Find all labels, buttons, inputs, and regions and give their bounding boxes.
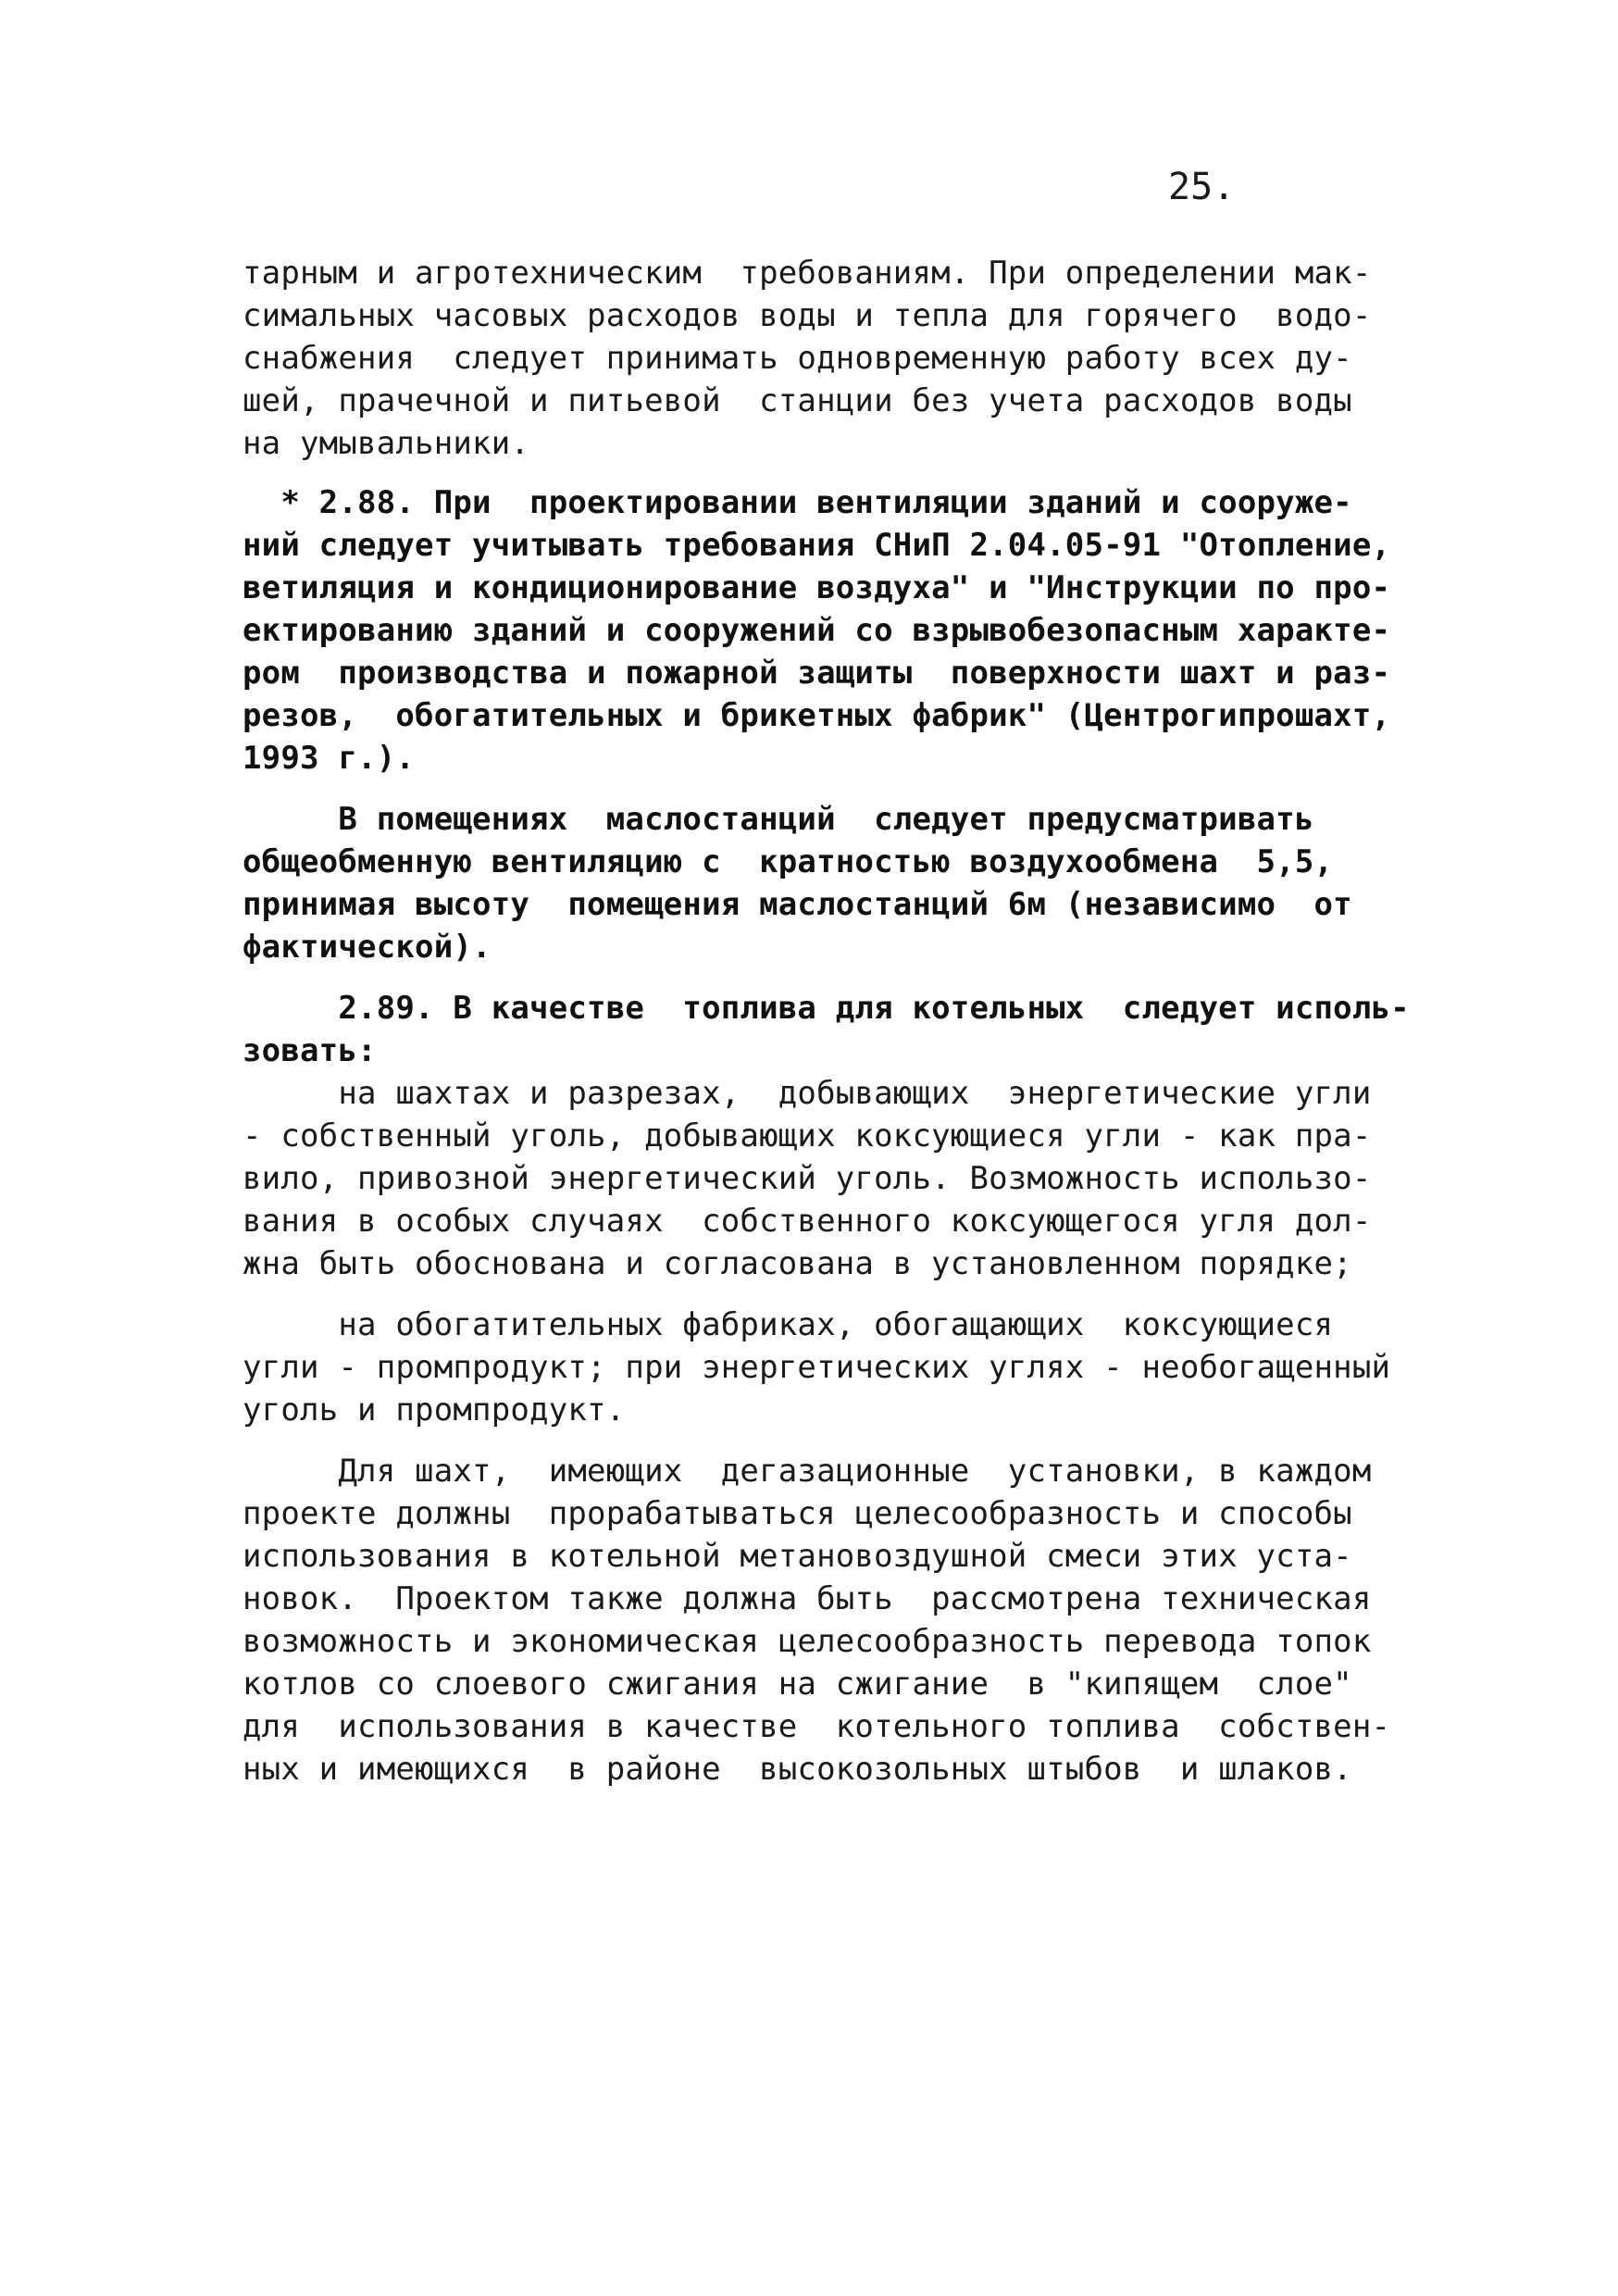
text-line: - собственный уголь, добывающих коксующиеся угли - как пра- — [243, 1117, 1372, 1154]
text-line: проекте должны прорабатываться целесообразность и способы — [243, 1495, 1352, 1532]
text-line: жна быть обоснована и согласована в установленном порядке; — [243, 1245, 1352, 1282]
text-line: принимая высоту помещения маслостанций 6м (независимо от — [243, 886, 1352, 923]
text-line: уголь и промпродукт. — [243, 1391, 626, 1429]
page-number: 25. — [1168, 166, 1236, 208]
text-line: вания в особых случаях собственного коксующегося угля дол- — [243, 1203, 1372, 1240]
text-line: ных и имеющихся в районе высокозольных штыбов и шлаков. — [243, 1751, 1352, 1788]
text-line: 1993 г.). — [243, 740, 416, 777]
text-line: В помещениях маслостанций следует предусматривать — [243, 801, 1314, 838]
text-line: возможность и экономическая целесообразность перевода топок — [243, 1623, 1372, 1660]
text-line: угли - промпродукт; при энергетических углях - необогащенный — [243, 1349, 1391, 1386]
text-line: снабжения следует принимать одновременную работу всех ду- — [243, 340, 1352, 377]
text-line: общеобменную вентиляцию с кратностью воздухообмена 5,5, — [243, 843, 1334, 880]
text-line: ний следует учитывать требования СНиП 2.04.05-91 "Отопление, — [243, 527, 1391, 564]
text-line: ветиляция и кондиционирование воздуха" и "Инструкции по про- — [243, 569, 1391, 606]
text-line: на шахтах и разрезах, добывающих энергетические угли — [243, 1075, 1372, 1112]
text-line: зовать: — [243, 1032, 377, 1069]
text-line: новок. Проектом также должна быть рассмотрена техническая — [243, 1580, 1372, 1617]
text-line: симальных часовых расходов воды и тепла для горячего водо- — [243, 297, 1372, 334]
text-line: котлов со слоевого сжигания на сжигание в "кипящем слое" — [243, 1666, 1352, 1703]
text-line: ром производства и пожарной защиты поверхности шахт и раз- — [243, 655, 1391, 692]
text-line: тарным и агротехническим требованиям. При определении мак- — [243, 255, 1372, 292]
text-line: шей, прачечной и питьевой станции без учета расходов воды — [243, 382, 1352, 419]
text-line: вило, привозной энергетический уголь. Возможность использо- — [243, 1160, 1372, 1197]
text-line: ектированию зданий и сооружений со взрывобезопасным характе- — [243, 612, 1391, 649]
text-line: на обогатительных фабриках, обогащающих коксующиеся — [243, 1306, 1334, 1343]
text-line: на умывальники. — [243, 425, 530, 462]
text-line: 2.89. В качестве топлива для котельных следует исполь- — [243, 990, 1410, 1027]
text-line: Для шахт, имеющих дегазационные установки, в каждом — [243, 1453, 1372, 1490]
text-line: * 2.88. При проектировании вентиляции зданий и сооруже- — [243, 484, 1352, 521]
text-line: для использования в качестве котельного топлива собствен- — [243, 1708, 1391, 1745]
text-line: использования в котельной метановоздушной смеси этих уста- — [243, 1538, 1352, 1575]
text-line: резов, обогатительных и брикетных фабрик" (Центрогипрошахт, — [243, 697, 1391, 734]
text-line: фактической). — [243, 929, 492, 966]
